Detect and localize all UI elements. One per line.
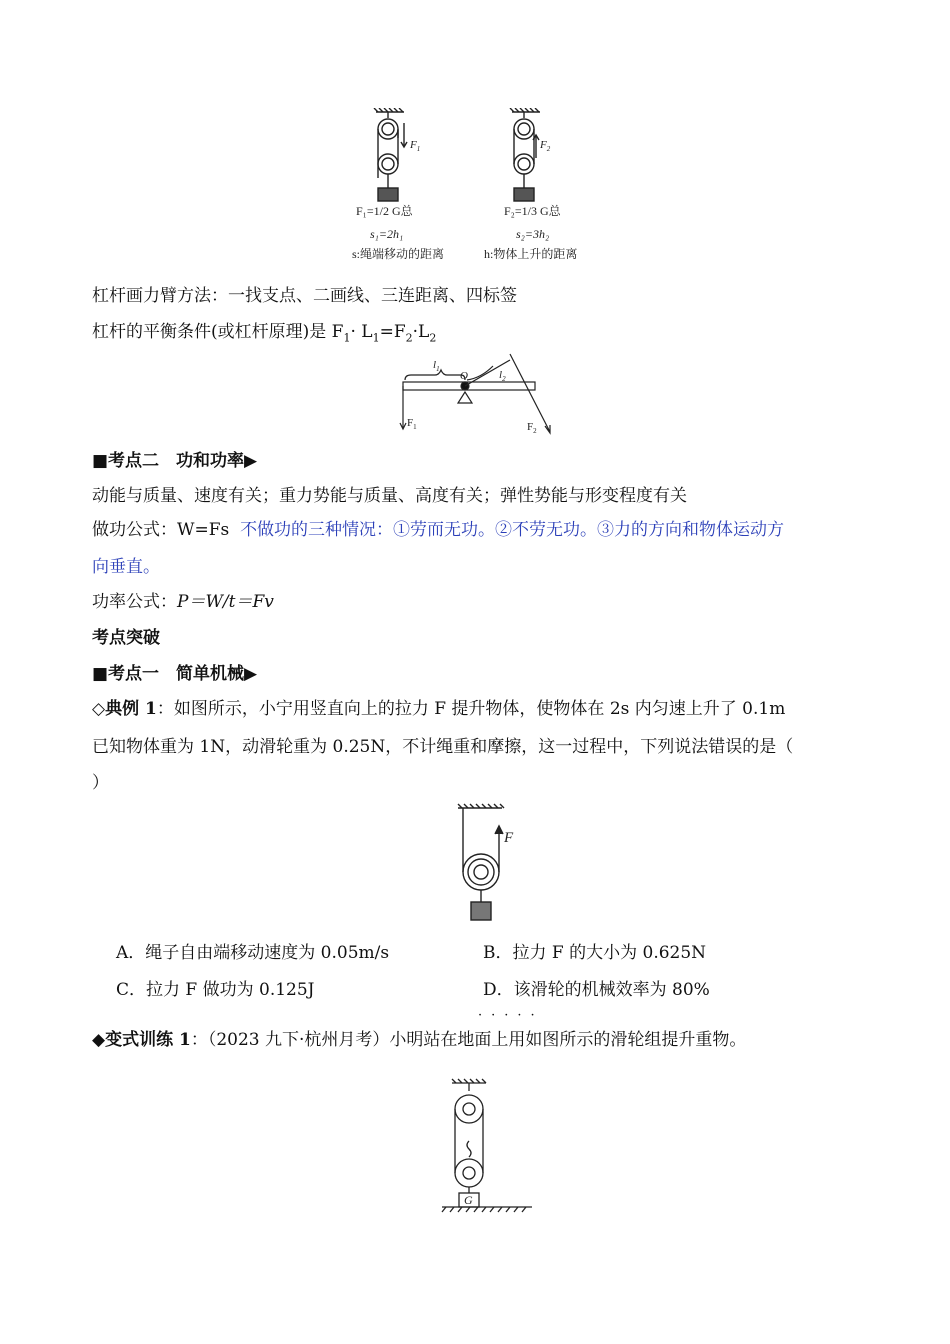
example-label: 典例 1: [105, 699, 157, 719]
work-formula: 做功公式：W=Fs: [92, 520, 230, 540]
single-pulley-figure: [452, 800, 532, 925]
pivot-label: O: [460, 370, 468, 382]
variant-label: 变式训练 1: [105, 1030, 191, 1050]
weight-g-label: G: [464, 1193, 473, 1207]
rope-hook: [467, 1141, 471, 1157]
sub-2: 1: [372, 331, 380, 345]
example-line-1: [92, 694, 785, 719]
right-force-label: $F_2$: [540, 139, 551, 153]
sub-3: 2: [405, 331, 413, 345]
fulcrum: [458, 392, 472, 403]
lever-method-text: 杠杆画力臂方法：一找支点、二画线、三连距离、四标签: [92, 286, 517, 306]
lever-figure: [395, 350, 565, 440]
pull-force-label: F: [504, 830, 514, 846]
example-prefix: ◇: [92, 699, 106, 719]
pulley-pair-figure: [340, 108, 610, 268]
pulley-group-figure: [438, 1075, 538, 1215]
f2-label: $F_2$: [527, 421, 537, 435]
breakthrough-heading: 考点突破: [92, 628, 160, 648]
movable-pulley-2: [455, 1159, 483, 1187]
fixed-pulley: [455, 1095, 483, 1123]
left-force-label: $F_1$: [410, 139, 421, 153]
f1-label: $F_1$: [407, 417, 417, 431]
option-b[interactable]: B．拉力 F 的大小为 0.625N: [483, 943, 707, 963]
right-distance: s₂=3h₂: [516, 227, 550, 241]
power-formula-line: [92, 587, 274, 612]
left-formula: F₁=1/2 G总: [356, 204, 413, 218]
l2-label: $l_2$: [499, 369, 506, 383]
work-formula-line: [92, 515, 784, 540]
power-label: 功率公式：: [92, 592, 177, 612]
sub-1: 1: [343, 331, 351, 345]
option-a[interactable]: A．绳子自由端移动速度为 0.05m/s: [116, 943, 390, 963]
lever-balance-prefix: 杠杆的平衡条件(或杠杆原理)是 F: [92, 322, 344, 342]
right-pulley-system: [510, 108, 540, 201]
example-text-1: ：如图所示，小宁用竖直向上的拉力 F 提升物体，使物体在 2s 内匀速上升了 0.1m: [156, 699, 786, 719]
no-work-text: 不做功的三种情况：①劳而无功。②不劳无功。③力的方向和物体运动方: [240, 520, 785, 540]
right-formula: F₂=1/3 G总: [504, 204, 561, 218]
lever-balance-mid1: · L: [350, 322, 373, 342]
emphasis-dots: ·····: [478, 1008, 544, 1023]
section2-heading: ■考点二 功和功率▶: [92, 451, 258, 471]
l1-label: $l_1$: [433, 359, 440, 373]
option-c[interactable]: C．拉力 F 做功为 0.125J: [116, 980, 315, 1000]
power-formula: P＝W/t＝Fv: [177, 592, 274, 612]
variant-text: ：（2023 九下·杭州月考）小明站在地面上用如图所示的滑轮组提升重物。: [190, 1030, 747, 1050]
variant-prefix: ◆: [92, 1030, 106, 1050]
sub-4: 2: [429, 331, 437, 345]
lever-balance-mid2: =F: [379, 322, 406, 342]
variant-line: [92, 1025, 746, 1050]
right-caption: h:物体上升的距离: [484, 247, 578, 261]
section1-heading: ■考点一 简单机械▶: [92, 664, 258, 684]
example-line-3: ）: [92, 773, 109, 793]
lever-balance-text: [92, 317, 436, 344]
left-pulley-system: [374, 108, 407, 201]
left-caption: s:绳端移动的距离: [352, 247, 445, 261]
left-distance: s₁=2h₁: [370, 227, 404, 241]
example-line-2: 已知物体重为 1N，动滑轮重为 0.25N，不计绳重和摩擦，这一过程中，下列说法错误的是（: [92, 737, 794, 757]
l1-brace: [405, 370, 465, 380]
weight-block: [471, 902, 491, 920]
lever-balance-mid3: ·L: [412, 322, 430, 342]
energy-text: 动能与质量、速度有关；重力势能与质量、高度有关；弹性势能与形变程度有关: [92, 486, 687, 506]
option-d[interactable]: D．该滑轮的机械效率为 80%: [483, 980, 710, 1000]
no-work-text-cont: 向垂直。: [92, 557, 160, 577]
